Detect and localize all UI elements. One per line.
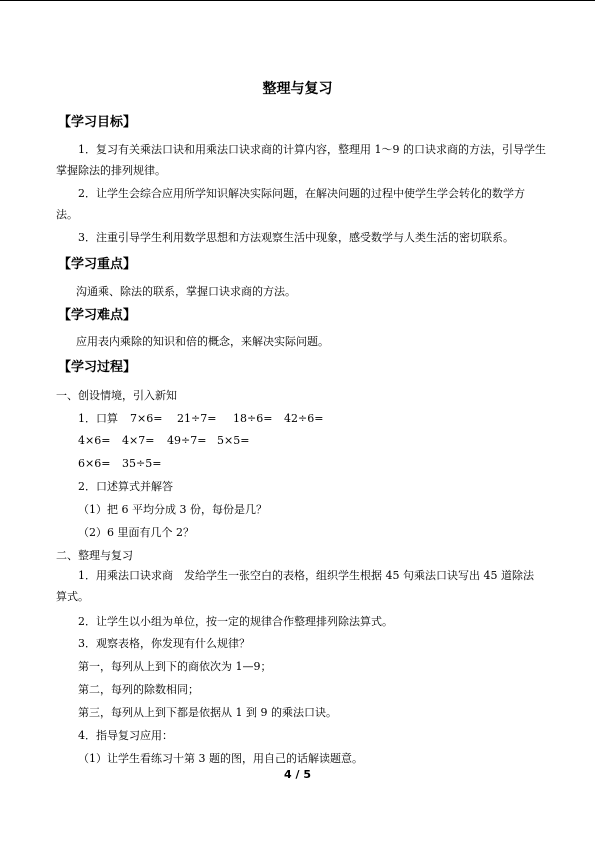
part2-item2: 2．让学生以小组为单位，按一定的规律合作整理排列除法算式。 — [78, 615, 393, 628]
part2-title: 二、整理与复习 — [56, 549, 133, 562]
part2-third: 第三，每列从上到下都是依据从 1 到 9 的乘法口诀。 — [78, 706, 337, 719]
oral-r1-1: 7×6= — [130, 412, 163, 425]
part2-item3: 3．观察表格，你发现有什么规律？ — [78, 637, 250, 650]
part2-sub1: （1）让学生看练习十第 3 题的图，用自己的话解读题意。 — [78, 752, 363, 765]
oral-r3-1: 6×6= — [78, 457, 111, 470]
focus-text: 沟通乘、除法的联系，掌握口诀求商的方法。 — [76, 285, 296, 298]
heading-process: 【学习过程】 — [58, 360, 137, 375]
heading-difficulty: 【学习难点】 — [58, 308, 137, 323]
heading-goals: 【学习目标】 — [58, 115, 137, 130]
page-title: 整理与复习 — [262, 81, 333, 97]
part1-q1: （1）把 6 平均分成 3 份，每份是几？ — [78, 503, 267, 516]
part2-second: 第二，每列的除数相同； — [78, 683, 199, 696]
oral-r1-3: 18÷6= — [233, 412, 273, 425]
part1-item2: 2．口述算式并解答 — [78, 480, 173, 493]
heading-focus: 【学习重点】 — [58, 257, 137, 272]
oral-r2-1: 4×6= — [78, 434, 111, 447]
part1-title: 一、创设情境，引入新知 — [56, 389, 177, 402]
oral-r3-2: 35÷5= — [122, 457, 162, 470]
part2-item1: 1．用乘法口诀求商 发给学生一张空白的表格，组织学生根据 45 句乘法口诀写出 45 道除法算式。 — [56, 569, 534, 603]
goal-item-2: 2．让学生会综合应用所学知识解决实际问题，在解决问题的过程中使学生学会转化的数学方法。 — [56, 187, 525, 221]
difficulty-text: 应用表内乘除的知识和倍的概念，来解决实际问题。 — [76, 335, 329, 348]
goal-item-3: 3．注重引导学生利用数学思想和方法观察生活中现象，感受数学与人类生活的密切联系。 — [78, 231, 514, 244]
oral-r2-3: 49÷7= — [167, 434, 207, 447]
oral-r2-2: 4×7= — [122, 434, 155, 447]
oral-label: 1．口算 — [78, 412, 118, 425]
oral-r2-4: 5×5= — [217, 434, 250, 447]
goal-item-1: 1．复习有关乘法口诀和用乘法口诀求商的计算内容，整理用 1～9 的口诀求商的方法，引导学生掌握除法的排列规律。 — [56, 143, 546, 177]
oral-r1-4: 42÷6= — [284, 412, 324, 425]
part2-item4: 4．指导复习应用： — [78, 729, 173, 742]
part1-q2: （2）6 里面有几个 2？ — [78, 526, 194, 539]
oral-r1-2: 21÷7= — [177, 412, 217, 425]
page-number: 4 / 5 — [284, 768, 311, 781]
part2-first: 第一，每列从上到下的商依次为 1—9； — [78, 660, 272, 673]
